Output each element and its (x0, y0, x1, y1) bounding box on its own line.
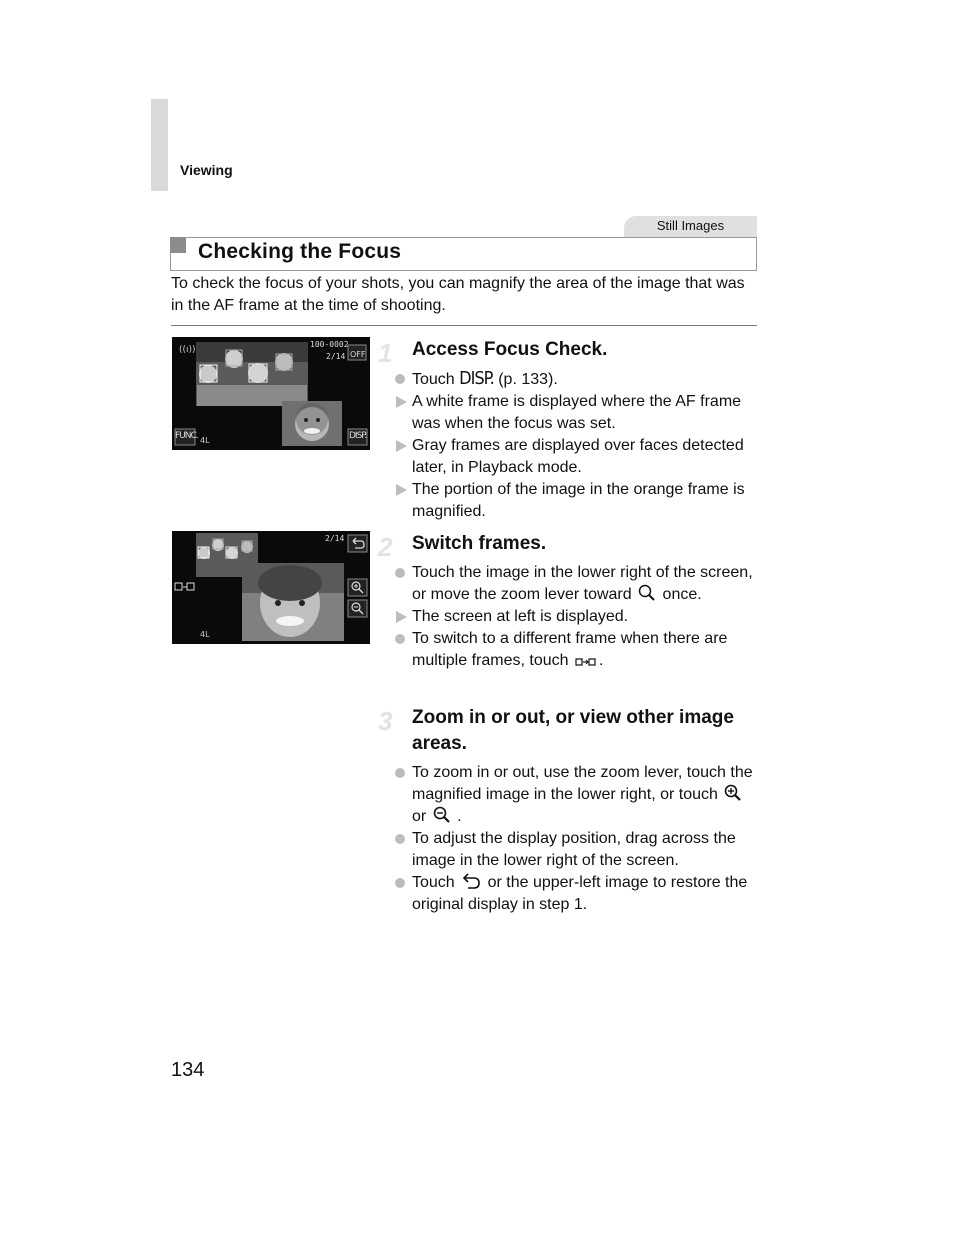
step-title-3: Zoom in or out, or view other image areas. (412, 707, 734, 754)
switch-frame-icon (575, 656, 597, 668)
step-number-2: 2 (378, 532, 393, 562)
page-title: Checking the Focus (198, 240, 402, 263)
return-icon (461, 872, 481, 890)
zoom-in-icon (724, 784, 742, 802)
step-2-bullets (394, 562, 759, 672)
bullet-text: Touch the image in the lower right of the screen, or move the zoom lever toward (412, 564, 753, 603)
result-arrow-icon (394, 479, 408, 501)
bullet-dot-icon (394, 828, 408, 850)
bullet-text: . (452, 808, 462, 825)
list-item (394, 562, 759, 606)
result-arrow-icon (394, 391, 408, 413)
bullet-text: or (412, 808, 431, 825)
camera-screen-1 (172, 337, 370, 450)
bullet-text: once. (658, 586, 702, 603)
section-label: Viewing (180, 162, 233, 178)
bullet-text: The screen at left is displayed. (412, 608, 629, 625)
bullet-text: To adjust the display position, drag across the image in the lower right of the screen. (412, 830, 736, 869)
divider (171, 325, 757, 326)
disp-icon: DISP. (459, 368, 494, 389)
list-item (394, 828, 759, 872)
bullet-text: (p. 133). (493, 371, 558, 388)
camera-screen-2 (172, 531, 370, 644)
step-title-1: Access Focus Check. (412, 339, 608, 360)
bullet-text: Touch (412, 874, 460, 891)
bullet-dot-icon (394, 562, 408, 584)
page-number: 134 (171, 1059, 205, 1081)
zoom-in-lever-icon (638, 584, 656, 602)
zoom-out-icon (433, 806, 451, 824)
bullet-text: Gray frames are displayed over faces detected later, in Playback mode. (412, 437, 744, 476)
list-item (394, 872, 759, 916)
list-item (394, 435, 759, 479)
image-count: 2/14 (325, 534, 345, 543)
step-3-bullets (394, 762, 759, 916)
func-button[interactable]: FUNC. (175, 431, 198, 441)
category-tab: Still Images (624, 216, 757, 238)
image-size: 4L (200, 630, 210, 639)
list-item (394, 391, 759, 435)
step-number-1: 1 (378, 338, 393, 368)
image-count: 2/14 (326, 352, 346, 361)
step-number-3: 3 (378, 706, 393, 736)
intro-text: To check the focus of your shots, you can magnify the area of the image that was in the AF frame at the time of shooting. (171, 275, 745, 314)
list-item (394, 606, 759, 628)
screen-2-graphic (172, 531, 370, 644)
list-item (394, 479, 759, 523)
bullet-text: or the upper-left image to restore the original display in step 1. (412, 874, 748, 913)
bullet-dot-icon (394, 628, 408, 650)
svg-text:((ı)): ((ı)) (179, 345, 196, 355)
step-1-bullets (394, 368, 759, 523)
list-item (394, 762, 759, 828)
list-item (394, 368, 759, 391)
bullet-text: The portion of the image in the orange frame is magnified. (412, 481, 745, 520)
bullet-dot-icon (394, 872, 408, 894)
file-number: 100-0002 (310, 340, 349, 349)
svg-text:OFF: OFF (350, 350, 366, 359)
result-arrow-icon (394, 435, 408, 457)
result-arrow-icon (394, 606, 408, 628)
bullet-text: To zoom in or out, use the zoom lever, touch the magnified image in the lower right, or touch (412, 764, 753, 803)
image-size: 4L (200, 436, 210, 445)
step-title-2: Switch frames. (412, 533, 547, 554)
bullet-text: . (598, 652, 604, 669)
bullet-dot-icon (394, 762, 408, 784)
bullet-text: Touch (412, 371, 460, 388)
title-corner-icon (170, 237, 186, 253)
side-tab-marker (151, 99, 168, 191)
list-item (394, 628, 759, 672)
disp-button[interactable]: DISP. (349, 431, 367, 441)
bullet-text: To switch to a different frame when there are multiple frames, touch (412, 630, 728, 669)
bullet-text: A white frame is displayed where the AF frame was when the focus was set. (412, 393, 742, 432)
bullet-dot-icon (394, 368, 408, 390)
